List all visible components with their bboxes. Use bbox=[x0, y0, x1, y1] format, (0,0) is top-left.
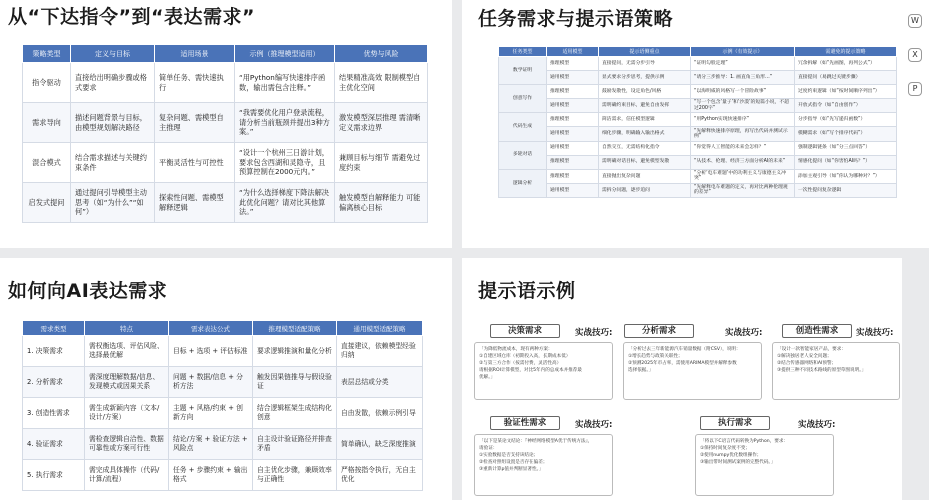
task-type-cell: 创意写作 bbox=[499, 85, 547, 113]
execution-example-card bbox=[695, 434, 834, 496]
verification-example-card bbox=[474, 434, 613, 496]
table-cell: “分析‘电车难题’中的功利主义与康德主义冲突” bbox=[691, 169, 795, 183]
example-line: 「将以下C语言代码转换为Python，要求： bbox=[700, 439, 789, 444]
table-cell: 结合逻辑框架生成结构化创意 bbox=[253, 398, 337, 429]
table-cell: 强制逻辑链条（如“分三点回答”） bbox=[795, 141, 897, 155]
table-cell: “设计一个杭州三日游计划，要求包含西湖和灵隐寺，且预算控制在2000元内。” bbox=[235, 143, 335, 183]
table-cell: 要求逻辑推演和量化分析 bbox=[253, 336, 337, 367]
table-cell: 推理模型 bbox=[547, 155, 599, 169]
table-cell: 冗余拆解（如“先画图，再列公式”） bbox=[795, 57, 897, 71]
table-cell: 鼓励发散性，设定角色/风格 bbox=[599, 85, 691, 99]
tip-label: 实战技巧: bbox=[575, 328, 613, 338]
header-cell: 推理模型适配策略 bbox=[253, 321, 337, 336]
table-cell: 情感化提问（如“你害怕AI吗？”） bbox=[795, 155, 897, 169]
table-cell: 需明确约束目标，避免自由发挥 bbox=[599, 99, 691, 113]
table-cell: 通用模型 bbox=[547, 141, 599, 155]
table-cell: 推理模型 bbox=[547, 85, 599, 99]
task-type-cell: 逻辑分析 bbox=[499, 169, 547, 197]
table-cell: 严格按指令执行，无自主优化 bbox=[337, 460, 423, 491]
table-cell: 1. 决策需求 bbox=[23, 336, 85, 367]
table-cell: “以海明威的风格写一个冒险故事” bbox=[691, 85, 795, 99]
header-cell: 定义与目标 bbox=[71, 45, 155, 63]
example-line: 「以下是某论文结论：『神经网络模型A优于传统方法』， bbox=[479, 439, 593, 444]
table-cell: 自然交互，无需结构化指令 bbox=[599, 141, 691, 155]
table-cell: 自主设计验证路径并排查矛盾 bbox=[253, 429, 337, 460]
table-cell: 需权衡选项、评估风险、选择最优解 bbox=[85, 336, 169, 367]
header-cell: 需求表达公式 bbox=[169, 321, 253, 336]
table-cell: 一次性提问复杂逻辑 bbox=[795, 183, 897, 197]
panel-title: 从“下达指令”到“表达需求” bbox=[8, 6, 255, 28]
example-line: ③提供三种不同技术路线的原型草图说明。」 bbox=[777, 368, 867, 374]
table-row bbox=[499, 141, 897, 155]
creative-example-card bbox=[772, 342, 900, 400]
tip-label: 实战技巧: bbox=[798, 420, 836, 430]
table-cell: 结论/方案 + 验证方法 + 风险点 bbox=[169, 429, 253, 460]
example-line: 「为降低物流成本，现有两种方案： bbox=[479, 347, 553, 352]
table-cell: 复杂问题、需模型自主推理 bbox=[155, 103, 235, 143]
table-cell: 需完成具体操作（代码/计算/流程） bbox=[85, 460, 169, 491]
table-cell: 结果精准高效 限制模型自主优化空间 bbox=[335, 63, 428, 103]
decision-example-card bbox=[474, 342, 613, 400]
table-cell: 描述问题背景与目标，由模型规划解决路径 bbox=[71, 103, 155, 143]
table-cell: 直接抛出复杂问题 bbox=[599, 169, 691, 183]
table-cell: 过度约束逻辑（如“按时间顺序列出”） bbox=[795, 85, 897, 99]
example-line: ②结合传感器网络和AI预警； bbox=[777, 361, 837, 367]
table-row bbox=[23, 460, 423, 491]
table-row bbox=[499, 183, 897, 197]
table-cell: “用Python编写快速排序函数，输出需包含注释。” bbox=[235, 63, 335, 103]
header-cell: 策略类型 bbox=[23, 45, 71, 63]
table-cell: 结合需求描述与关键约束条件 bbox=[71, 143, 155, 183]
table-cell: 模糊需求（如“写个排序代码”） bbox=[795, 127, 897, 141]
panel-prompt-examples bbox=[462, 258, 902, 500]
card-label: 执行需求 bbox=[700, 416, 770, 430]
table-row bbox=[499, 113, 897, 127]
example-line: ②预测2025年市占率，需使用ARIMA模型并解释参数 bbox=[628, 361, 737, 367]
table-cell: 2. 分析需求 bbox=[23, 367, 85, 398]
table-cell: 添加主观引导（如“你认为哪种对？”） bbox=[795, 169, 897, 183]
header-cell: 适用模型 bbox=[547, 47, 599, 57]
table-cell: 4. 验证需求 bbox=[23, 429, 85, 460]
panel-title: 提示语示例 bbox=[478, 280, 576, 302]
table-cell: 通过提问引导模型主动思考（如“为什么”“如何”） bbox=[71, 183, 155, 223]
table-row bbox=[23, 336, 423, 367]
panel-task-prompt-strategy bbox=[462, 0, 902, 248]
table-cell: 3. 创造性需求 bbox=[23, 398, 85, 429]
table-cell: 表层总结或分类 bbox=[337, 367, 423, 398]
table-cell: 简单任务、需快速执行 bbox=[155, 63, 235, 103]
example-line: 请验证： bbox=[479, 446, 498, 452]
task-type-cell: 数学证明 bbox=[499, 57, 547, 85]
table-cell: 分步指导（如“先写递归函数”） bbox=[795, 113, 897, 127]
tip-label: 实战技巧: bbox=[575, 420, 613, 430]
table-cell: 需求导向 bbox=[23, 103, 71, 143]
example-line: ①增长趋势与政策关联性； bbox=[628, 354, 683, 360]
table-cell: “先解释快速排序原理，再写出代码并测试示例” bbox=[691, 127, 795, 141]
strategy-table bbox=[22, 44, 428, 223]
example-line: ①解决独居老人安全问题； bbox=[777, 354, 832, 360]
header-cell: 需避免的提示策略 bbox=[795, 47, 897, 57]
table-row bbox=[499, 127, 897, 141]
table-cell: 简单确认，缺乏深度推演 bbox=[337, 429, 423, 460]
table-cell: 推理模型 bbox=[547, 113, 599, 127]
table-row bbox=[499, 155, 897, 169]
table-cell: 直接给出明确步骤或格式要求 bbox=[71, 63, 155, 103]
table-row bbox=[23, 63, 428, 103]
table-cell: “你觉得人工智能的未来会怎样？” bbox=[691, 141, 795, 155]
analysis-example-card bbox=[623, 342, 762, 400]
table-cell: 直接提问（易跳过关键步骤） bbox=[795, 71, 897, 85]
table-cell: “为什么选择梯度下降法解决此优化问题？请对比其他算法。” bbox=[235, 183, 335, 223]
table-row bbox=[23, 367, 423, 398]
table-cell: 自由发散，依赖示例引导 bbox=[337, 398, 423, 429]
table-cell: 推理模型 bbox=[547, 169, 599, 183]
table-cell: 自主优化步骤，兼顾效率与正确性 bbox=[253, 460, 337, 491]
need-types-table bbox=[22, 320, 423, 491]
header-cell: 适用场景 bbox=[155, 45, 235, 63]
table-cell: “请分三步推导：1. 画直角三角形…” bbox=[691, 71, 795, 85]
example-line: ②检查对照组设置是否存在偏差； bbox=[479, 460, 548, 466]
table-row bbox=[23, 143, 428, 183]
table-cell: 5. 执行需求 bbox=[23, 460, 85, 491]
header-cell: 特点 bbox=[85, 321, 169, 336]
header-cell: 优势与风险 bbox=[335, 45, 428, 63]
excel-icon[interactable]: X bbox=[908, 48, 922, 62]
example-line: ①保持时间复杂度不变； bbox=[700, 446, 751, 452]
table-cell: 通用模型 bbox=[547, 71, 599, 85]
example-line: ②与第三方合作（按需付费，灵活性高） bbox=[479, 361, 562, 367]
header-cell: 示例（有效提示） bbox=[691, 47, 795, 57]
card-label: 分析需求 bbox=[624, 324, 694, 338]
table-cell: “先解释电车难题的定义，再对比两种伦理观的差异” bbox=[691, 183, 795, 197]
table-cell: 需深度理解数据/信息、发现模式或因果关系 bbox=[85, 367, 169, 398]
tip-label: 实战技巧: bbox=[856, 328, 894, 338]
table-cell: “用Python实现快速排序” bbox=[691, 113, 795, 127]
table-cell: 通用模型 bbox=[547, 183, 599, 197]
example-line: ③输出带时间测试案例的完整代码。」 bbox=[700, 460, 776, 466]
table-row bbox=[499, 169, 897, 183]
example-line: 选择依据。」 bbox=[628, 368, 654, 374]
header-cell: 需求类型 bbox=[23, 321, 85, 336]
table-cell: 目标 + 选项 + 评估标准 bbox=[169, 336, 253, 367]
task-type-cell: 多轮对话 bbox=[499, 141, 547, 169]
table-cell: 问题 + 数据/信息 + 分析方法 bbox=[169, 367, 253, 398]
table-cell: “写一个包含‘量子’和‘沙漠’的短篇小说，不超过200字” bbox=[691, 99, 795, 113]
card-label: 决策需求 bbox=[490, 324, 560, 338]
panel-title: 如何向AI表达需求 bbox=[8, 280, 168, 302]
table-cell: 需生成新颖内容（文本/设计/方案） bbox=[85, 398, 169, 429]
panel-instruction-to-requirement bbox=[0, 0, 452, 248]
example-line: ③重新计算p值并判断显著性。」 bbox=[479, 467, 544, 473]
table-cell: 显式要求分步思考，提供示例 bbox=[599, 71, 691, 85]
table-cell: “证明勾股定理” bbox=[691, 57, 795, 71]
table-row bbox=[499, 99, 897, 113]
table-cell: 通用模型 bbox=[547, 99, 599, 113]
table-row bbox=[23, 183, 428, 223]
example-line: ①自建区域仓库（初期投入高，长期成本低） bbox=[479, 354, 571, 360]
example-line: 优解。」 bbox=[479, 375, 496, 381]
table-cell: 触发因果链推导与假设验证 bbox=[253, 367, 337, 398]
table-cell: 混合模式 bbox=[23, 143, 71, 183]
table-cell: 探索性问题、需模型解释逻辑 bbox=[155, 183, 235, 223]
table-row bbox=[23, 103, 428, 143]
table-cell: 需拆分问题，逐步追问 bbox=[599, 183, 691, 197]
table-row bbox=[23, 398, 423, 429]
table-cell: 通用模型 bbox=[547, 127, 599, 141]
task-strategy-table bbox=[498, 46, 897, 198]
table-cell: 兼顾目标与细节 需避免过度约束 bbox=[335, 143, 428, 183]
table-row bbox=[499, 85, 897, 99]
word-icon[interactable]: W bbox=[908, 14, 922, 28]
table-cell: 主题 + 风格/约束 + 创新方向 bbox=[169, 398, 253, 429]
table-row bbox=[23, 429, 423, 460]
side-toolbar bbox=[902, 0, 929, 248]
header-cell: 提示语侧重点 bbox=[599, 47, 691, 57]
table-cell: 推理模型 bbox=[547, 57, 599, 71]
header-cell: 通用模型适配策略 bbox=[337, 321, 423, 336]
table-cell: “我需要优化用户登录流程，请分析当前瓶颈并提出3种方案。” bbox=[235, 103, 335, 143]
header-cell: 示例（推理模型适用） bbox=[235, 45, 335, 63]
example-line: 请根据ROI计算模型，对比5年内的总成本并推荐最 bbox=[479, 368, 582, 374]
table-cell: 直接建议，依赖模型经验归纳 bbox=[337, 336, 423, 367]
example-line: ②使用numpy优化数组操作； bbox=[700, 453, 762, 459]
table-cell: 直接提问，无需分步引导 bbox=[599, 57, 691, 71]
table-row bbox=[499, 71, 897, 85]
tip-label: 实战技巧: bbox=[725, 328, 763, 338]
card-label: 验证性需求 bbox=[490, 416, 560, 430]
powerpoint-icon[interactable]: P bbox=[908, 82, 922, 96]
table-cell: 触发模型自解释能力 可能偏离核心目标 bbox=[335, 183, 428, 223]
task-type-cell: 代码生成 bbox=[499, 113, 547, 141]
table-cell: “从技术、伦理、经济三方面分析AI的未来” bbox=[691, 155, 795, 169]
table-cell: 激发模型深层推理 需清晰定义需求边界 bbox=[335, 103, 428, 143]
table-cell: 任务 + 步骤约束 + 输出格式 bbox=[169, 460, 253, 491]
table-cell: 简洁需求，信任模型逻辑 bbox=[599, 113, 691, 127]
table-cell: 指令驱动 bbox=[23, 63, 71, 103]
table-cell: 平衡灵活性与可控性 bbox=[155, 143, 235, 183]
example-line: 「分析过去三年新能源汽车销量数据（附CSV），说明： bbox=[628, 347, 741, 352]
table-cell: 细化步骤，明确输入输出格式 bbox=[599, 127, 691, 141]
example-line: ①实验数据是否支持该结论； bbox=[479, 453, 539, 459]
table-row bbox=[499, 57, 897, 71]
table-cell: 需检查逻辑自洽性、数据可靠性或方案可行性 bbox=[85, 429, 169, 460]
table-cell: 需明确对话目标，避免模型发散 bbox=[599, 155, 691, 169]
panel-title: 任务需求与提示语策略 bbox=[478, 8, 674, 30]
card-label: 创造性需求 bbox=[782, 324, 852, 338]
table-cell: 启发式提问 bbox=[23, 183, 71, 223]
table-cell: 开放式指令（如“自由创作”） bbox=[795, 99, 897, 113]
header-cell: 任务类型 bbox=[499, 47, 547, 57]
example-line: 「设计一款智能家居产品，要求： bbox=[777, 347, 846, 352]
panel-express-needs-to-ai bbox=[0, 258, 452, 500]
